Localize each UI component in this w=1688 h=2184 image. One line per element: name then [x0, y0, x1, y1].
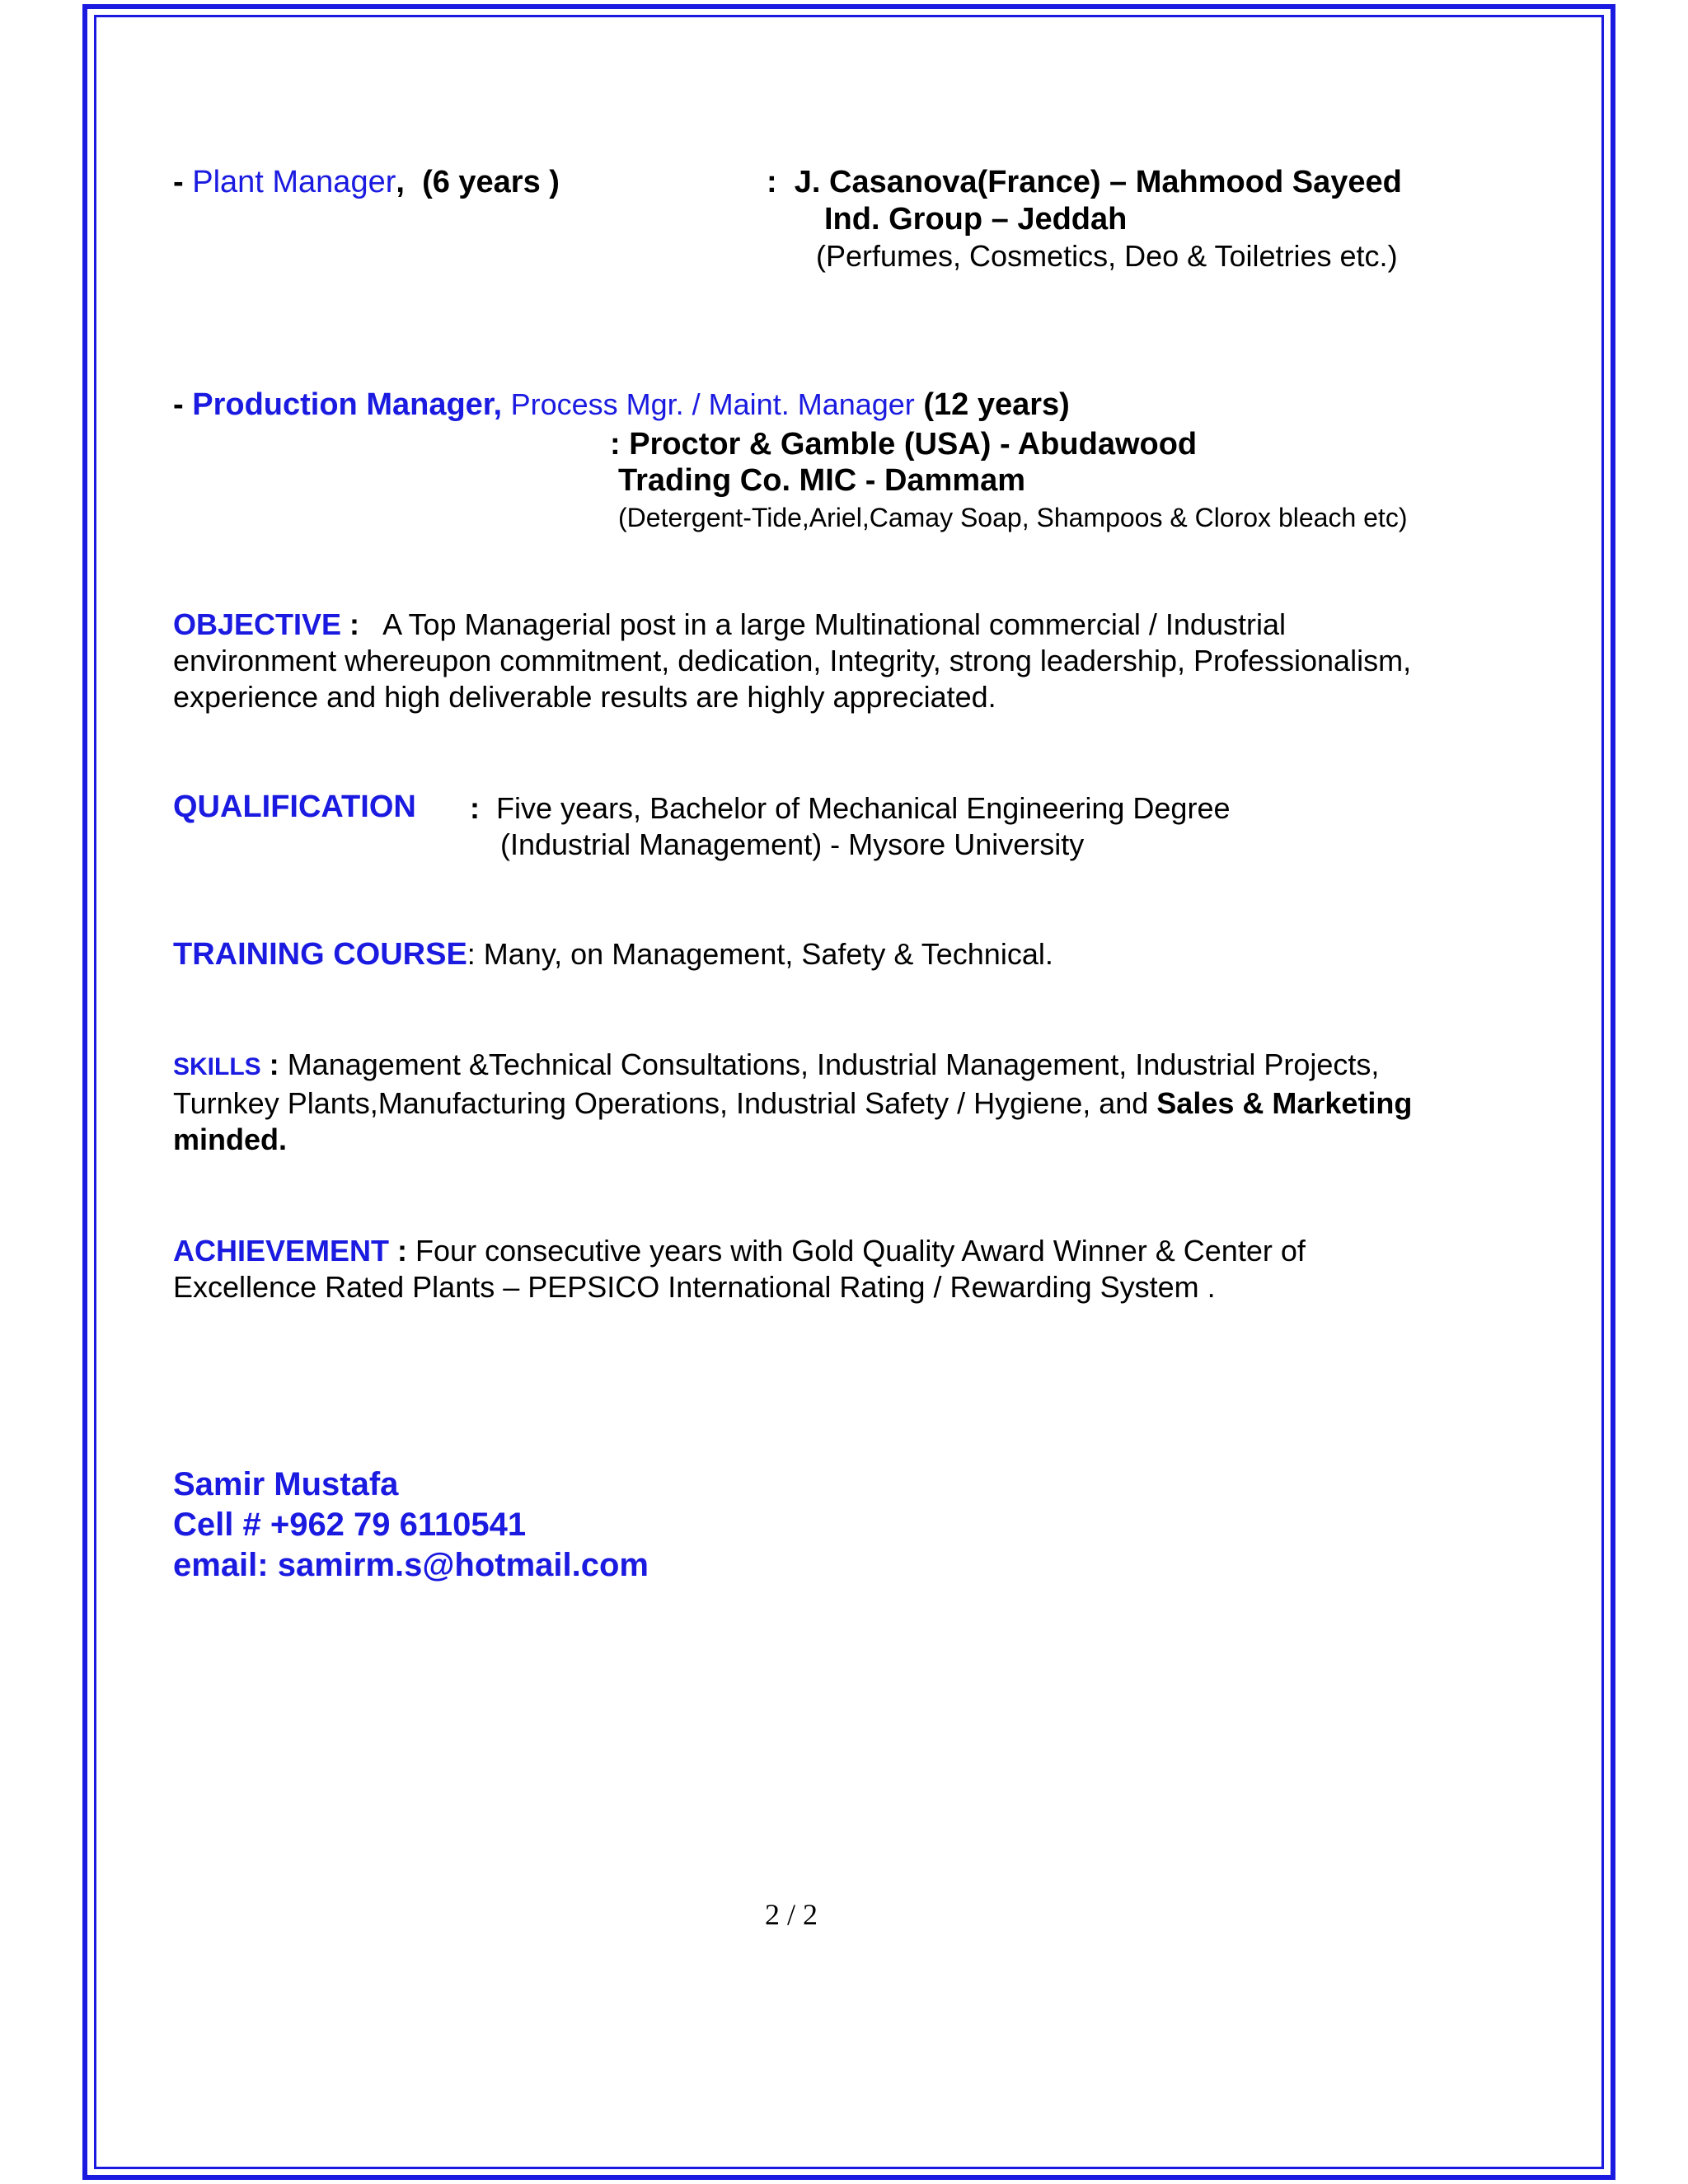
achievement-line1 [173, 1233, 1306, 1269]
objective-text-line3: experience and high deliverable results are highly appreciated. [173, 680, 996, 714]
job-1-dash: - [173, 165, 193, 199]
job-2-company-line2: Trading Co. MIC - Dammam [618, 463, 1026, 498]
contact-cell: Cell # +962 79 6110541 [173, 1507, 527, 1543]
job-1-company-line2: Ind. Group – Jeddah [824, 202, 1128, 237]
job-2-duration: (12 years) [923, 387, 1070, 422]
job-2-title-line [173, 387, 1070, 423]
job-2-company-line1: : Proctor & Gamble (USA) - Abudawood [610, 427, 1198, 462]
job-2-title-part2: Process Mgr. / Maint. Manager [510, 387, 915, 421]
training-section [173, 937, 1053, 972]
achievement-label: ACHIEVEMENT [173, 1234, 390, 1268]
qualification-line2: (Industrial Management) - Mysore University [500, 827, 1085, 861]
skills-text-line1: Management &Technical Consultations, Industrial Management, Industrial Projects, [287, 1047, 1380, 1081]
skills-line1 [173, 1047, 1412, 1085]
training-label: TRAINING COURSE [173, 937, 467, 972]
job-1-title: Plant Manager [192, 165, 396, 199]
achievement-section [173, 1233, 1306, 1305]
job-2-dash: - [173, 387, 193, 422]
qualification-label-wrap [173, 790, 416, 825]
job-1-duration: (6 years ) [422, 165, 560, 199]
objective-text-line1: A Top Managerial post in a large Multinational commercial / Industrial [382, 607, 1286, 641]
page-number: 2 / 2 [765, 1898, 818, 1931]
qualification-sep: : [470, 791, 480, 825]
skills-section [173, 1047, 1412, 1158]
qualification-label: QUALIFICATION [173, 790, 416, 824]
skills-line2 [173, 1085, 1412, 1122]
achievement-text-line2: Excellence Rated Plants – PEPSICO International Rating / Rewarding System . [173, 1270, 1216, 1304]
contact-email[interactable]: email: samirm.s@hotmail.com [173, 1547, 649, 1583]
skills-label: SKILLS [173, 1053, 261, 1080]
job-1-products: (Perfumes, Cosmetics, Deo & Toiletries etc.) [816, 239, 1398, 273]
job-1-title-line [173, 165, 560, 200]
training-text: : Many, on Management, Safety & Technical. [467, 937, 1053, 971]
skills-text-line3: minded. [173, 1122, 288, 1156]
job-2-products: (Detergent-Tide,Ariel,Camay Soap, Shampoos & Clorox bleach etc) [618, 503, 1408, 532]
objective-section [173, 607, 1411, 715]
objective-text-line2: environment whereupon commitment, dedication, Integrity, strong leadership, Professionalism, [173, 644, 1412, 677]
job-1-title-suffix: , [396, 165, 405, 199]
qualification-line1: Five years, Bachelor of Mechanical Engineering Degree [496, 791, 1231, 825]
qualification-line1-wrap [470, 791, 1231, 826]
skills-sep: : [260, 1047, 279, 1081]
achievement-sep: : [389, 1234, 408, 1268]
contact-name: Samir Mustafa [173, 1466, 399, 1502]
job-1-company-line1-wrap [767, 165, 1402, 200]
skills-text-line2: Turnkey Plants,Manufacturing Operations, Industrial Safety / Hygiene, and [173, 1086, 1157, 1120]
objective-label: OBJECTIVE [173, 607, 342, 641]
contact-block [173, 1465, 649, 1586]
job-2-title-part1: Production Manager, [192, 387, 503, 422]
job-1-sep: : [767, 165, 777, 199]
skills-text-line2-bold: Sales & Marketing [1156, 1086, 1413, 1120]
objective-line1 [173, 607, 1411, 643]
achievement-text-line1: Four consecutive years with Gold Quality Award Winner & Center of [415, 1234, 1306, 1268]
job-1-company-line1: J. Casanova(France) – Mahmood Sayeed [794, 165, 1402, 199]
objective-sep: : [341, 607, 360, 641]
